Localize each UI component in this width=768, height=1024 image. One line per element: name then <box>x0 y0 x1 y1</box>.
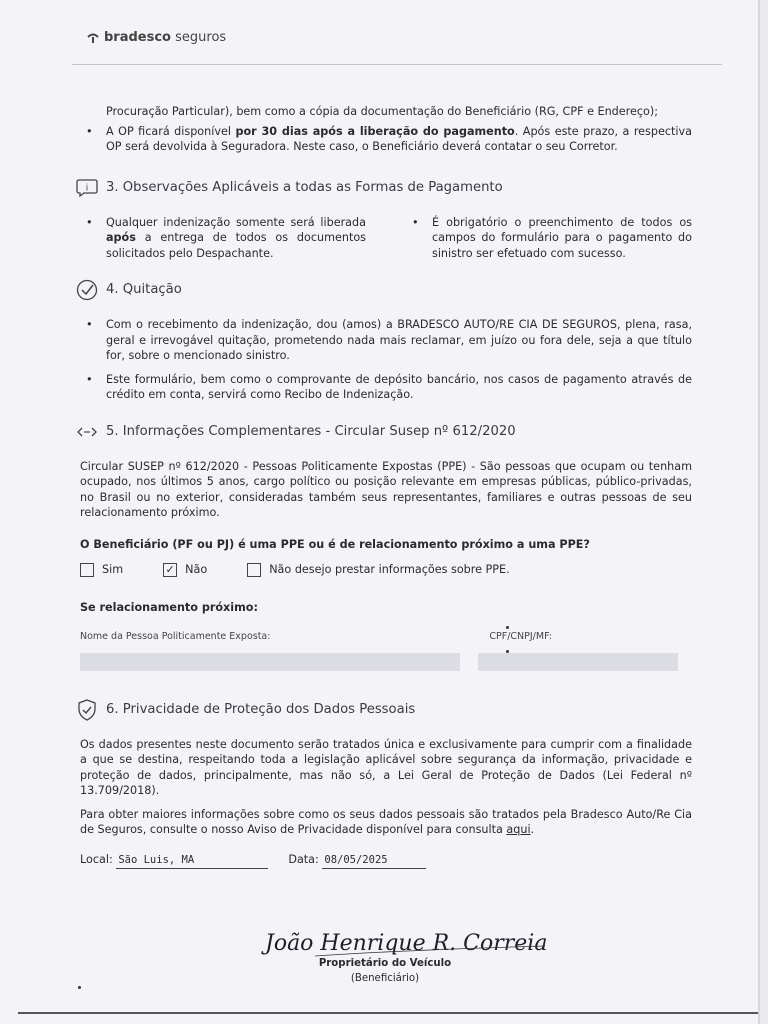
local-date-row <box>80 852 692 870</box>
receipt-item: • Este formulário, bem como o comprovante de depósito bancário, nos casos de pagamento através de crédito em conta, servirá como Recibo de Indenização. <box>80 372 692 403</box>
checkbox-nao-desejo[interactable] <box>247 563 261 577</box>
brand-logo <box>86 30 226 45</box>
intro-continued-text: Procuração Particular), bem como a cópia da documentação do Beneficiário (RG, CPF e Endereço); <box>106 105 659 118</box>
signature-caption <box>280 956 490 986</box>
section-5-title: 5. Informações Complementares - Circular Susep nº 612/2020 <box>76 421 692 443</box>
scan-speck <box>506 650 509 653</box>
op-availability-item: • A OP ficará disponível por 30 dias após a liberação do pagamento. Após este prazo, a respectiva OP será devolvida à Seguradora. Neste caso, o Beneficiário deverá contatar o seu Corretor. <box>80 124 692 155</box>
document-body <box>80 104 692 869</box>
ppe-field-labels <box>80 629 692 645</box>
settlement-item: • Com o recebimento da indenização, dou (amos) a BRADESCO AUTO/RE CIA DE SEGUROS, plena, rasa, geral e irrevogável quitação, prometendo nada mais reclamar, em juízo ou fora dele, seja a que título for, sobre o mencionado sinistro. <box>80 317 692 364</box>
footer-divider <box>18 1012 758 1014</box>
option-nao[interactable]: ✓ Não <box>163 562 207 578</box>
brand-name: bradesco seguros <box>104 30 227 45</box>
close-relationship-subtitle: Se relacionamento próximo: <box>80 600 258 614</box>
ppe-document-label: CPF/CNPJ/MF: <box>489 631 552 642</box>
section-6-title: 6. Privacidade de Proteção dos Dados Pessoais <box>76 699 692 721</box>
local-value[interactable]: São Luis, MA <box>116 853 268 870</box>
privacy-paragraph-1: Os dados presentes neste documento serão tratados única e exclusivamente para cumprir com a finalidade a que se destina, respeitando toda a legislação aplicável sobre segurança da informação, privacidade e proteção de dados, principalmente, mas não só, a Lei Geral de Proteção de Dados (Lei Federal nº 13.709/2018). <box>80 737 692 797</box>
ppe-name-label: Nome da Pessoa Politicamente Exposta: <box>80 631 271 642</box>
date-value[interactable]: 08/05/2025 <box>322 853 426 870</box>
info-speech-bubble-icon <box>76 177 98 199</box>
option-sim[interactable]: Sim <box>80 562 123 578</box>
svg-text:i: i <box>85 183 89 193</box>
option-nao-desejo[interactable]: Não desejo prestar informações sobre PPE. <box>247 562 509 578</box>
checkbox-nao[interactable]: ✓ <box>163 563 177 577</box>
release-after-documents-item: • Qualquer indenização somente será liberada após a entrega de todos os documentos solicitados pelo Despachante. <box>80 215 366 262</box>
shield-check-icon <box>76 699 98 721</box>
privacy-paragraph-2: Para obter maiores informações sobre como os seus dados pessoais são tratados pela Bradesco Auto/Re Cia de Seguros, consulte o nosso Aviso de Privacidade disponível para consulta aqui. <box>80 807 692 836</box>
local-field: Local: São Luis, MA <box>80 852 268 870</box>
ppe-fields-redacted <box>80 653 692 671</box>
privacy-notice-link[interactable]: aqui <box>506 823 531 836</box>
section-3-columns <box>80 215 692 270</box>
check-circle-icon <box>76 279 98 301</box>
ppe-document-field[interactable] <box>478 653 678 671</box>
scan-speck <box>506 626 509 629</box>
ppe-question: O Beneficiário (PF ou PJ) é uma PPE ou é de relacionamento próximo a uma PPE? <box>80 537 590 551</box>
ppe-name-field[interactable] <box>80 653 460 671</box>
header-divider <box>72 64 722 65</box>
section-4-title: 4. Quitação <box>76 279 692 301</box>
scan-speck <box>78 986 81 989</box>
date-field: Data: 08/05/2025 <box>288 852 426 870</box>
vehicle-owner-label: Proprietário do Veículo <box>318 958 452 969</box>
bradesco-logo-icon <box>86 31 100 45</box>
section-3-title: i 3. Observações Aplicáveis a todas as Formas de Pagamento <box>76 177 692 199</box>
arrows-horizontal-icon <box>76 421 98 443</box>
ppe-definition-text: Circular SUSEP nº 612/2020 - Pessoas Politicamente Expostas (PPE) - São pessoas que ocupam ou tenham ocupado, nos últimos 5 anos, cargo político ou posição relevante em empresas públicas, público-privadas, no Brasil ou no exterior, consideradas também seus representantes, familiares e outras pessoas de seu relacionamento próximo. <box>80 459 692 519</box>
mandatory-fields-item: • É obrigatório o preenchimento de todos os campos do formulário para o pagamento do sinistro ser efetuado com sucesso. <box>406 215 692 262</box>
checkbox-sim[interactable] <box>80 563 94 577</box>
beneficiary-label: (Beneficiário) <box>350 973 420 984</box>
svg-text:João Henrique R. Correia: João Henrique R. Correia <box>265 931 548 956</box>
ppe-options <box>80 562 692 578</box>
